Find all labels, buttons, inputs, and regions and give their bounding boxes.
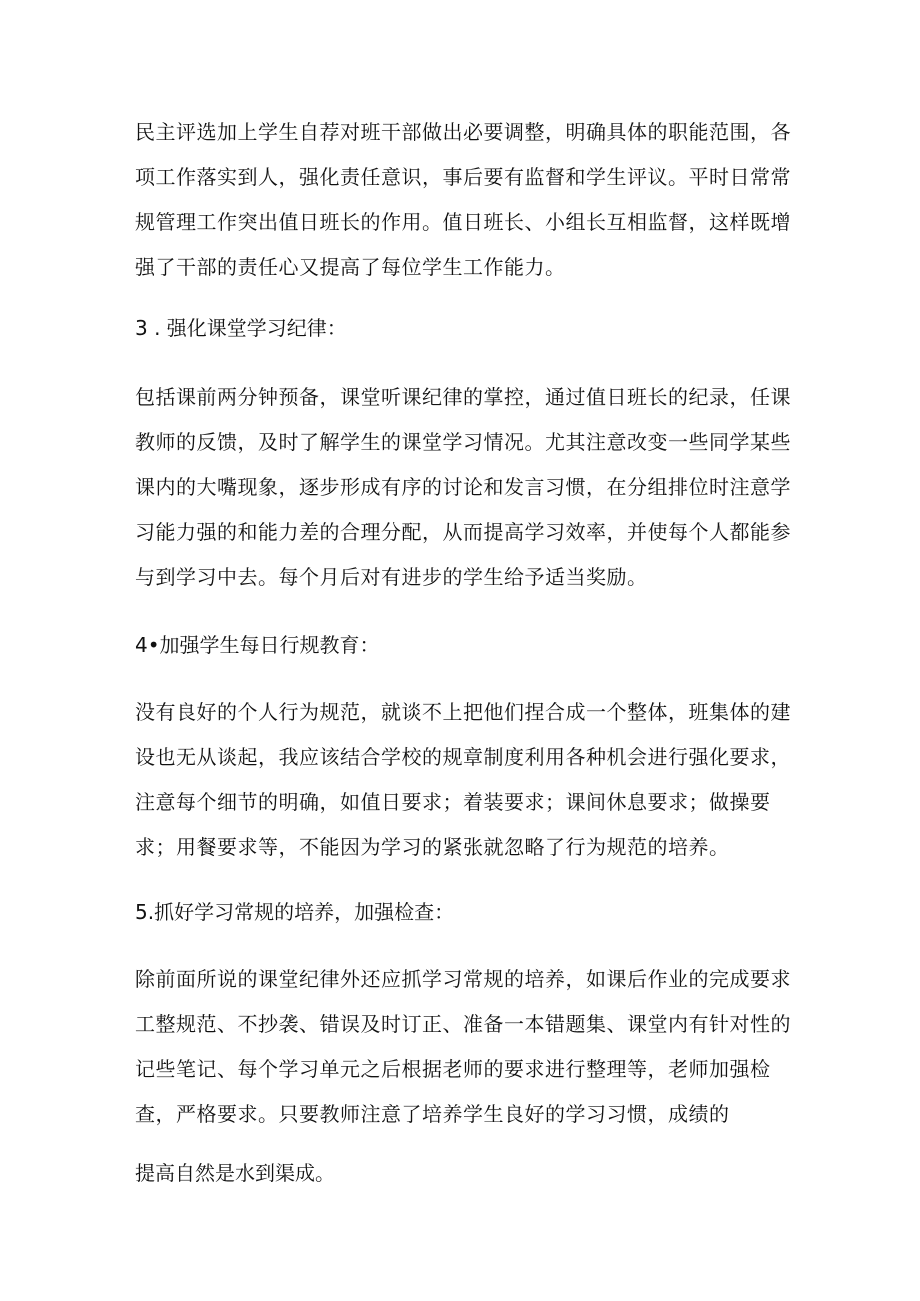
heading-daily-behavior: 4•加强学生每日行规教育：	[135, 633, 380, 657]
heading-study-routine: 5.抓好学习常规的培养，加强检查：	[135, 900, 455, 924]
paragraph-daily-behavior: 没有良好的个人行为规范，就谈不上把他们捏合成一个整体，班集体的建设也无从谈起，我应该结合学校的规章制度利用各种机会进行强化要求，注意每个细节的明确，如值日要求；着装要求；课间休息要求；做操要求；用餐要求等，不能因为学习的紧张就忽略了行为规范的培养。	[135, 700, 791, 859]
paragraph-class-cadre: 民主评选加上学生自荐对班干部做出必要调整，明确具体的职能范围，各项工作落实到人，强化责任意识，事后要有监督和学生评议。平时日常常规管理工作突出值日班长的作用。值日班长、小组长互相监督，这样既增强了干部的责任心又提高了每位学生工作能力。	[135, 120, 791, 279]
paragraph-classroom-discipline: 包括课前两分钟预备，课堂听课纪律的掌控，通过值日班长的纪录，任课教师的反馈，及时了解学生的课堂学习情况。尤其注意改变一些同学某些课内的大嘴现象，逐步形成有序的讨论和发言习惯，在分组排位时注意学习能力强的和能力差的合理分配，从而提高学习效率，并使每个人都能参与到学习中去。每个月后对有进步的学生给予适当奖励。	[135, 385, 791, 589]
paragraph-study-routine: 除前面所说的课堂纪律外还应抓学习常规的培养，如课后作业的完成要求工整规范、不抄袭、错误及时订正、准备一本错题集、课堂内有针对性的记些笔记、每个学习单元之后根据老师的要求进行整理等，老师加强检查，严格要求。只要教师注意了培养学生良好的学习习惯，成绩的	[135, 967, 791, 1126]
heading-classroom-discipline: 3 . 强化课堂学习纪律：	[135, 316, 347, 340]
paragraph-study-routine-end: 提高自然是水到渠成。	[135, 1161, 335, 1185]
